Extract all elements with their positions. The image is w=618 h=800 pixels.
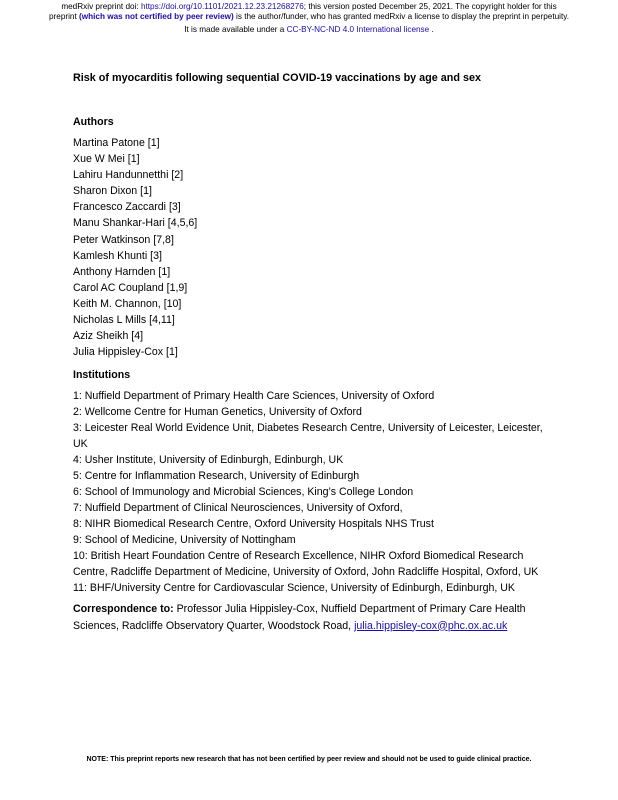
author-item: Xue W Mei [1] <box>73 153 140 166</box>
authors-heading: Authors <box>73 116 114 128</box>
institution-item: 5: Centre for Inflammation Research, University of Edinburgh <box>73 470 360 482</box>
license-prefix: It is made available under a <box>184 25 287 34</box>
institutions-list <box>73 388 543 596</box>
institution-item: 9: School of Medicine, University of Nottingham <box>73 534 296 546</box>
license-suffix: . <box>429 25 434 34</box>
correspondence-address: Professor Julia Hippisley-Cox, Nuffield Department of Primary Care Health Sciences, Radcliffe Observatory Quarter, Woodstock Road, <box>73 603 526 632</box>
institution-item: 1: Nuffield Department of Primary Health Care Sciences, University of Oxford <box>73 390 435 402</box>
header-posted-text: ; this version posted December 25, 2021. The copyright holder for this <box>303 2 557 11</box>
preprint-header <box>0 2 618 21</box>
preprint-footer-note: NOTE: This preprint reports new research that has not been certified by peer review and should not be used to guide clinical practice. <box>86 756 532 763</box>
author-item: Keith M. Channon, [10] <box>73 297 182 310</box>
header-line2-prefix: preprint <box>48 11 80 21</box>
authors-list <box>73 135 197 360</box>
author-item: Aziz Sheikh [4] <box>73 330 144 343</box>
author-item: Sharon Dixon [1] <box>73 185 152 198</box>
author-item: Peter Watkinson [7,8] <box>73 233 174 246</box>
author-item: Lahiru Handunnetthi [2] <box>73 169 184 182</box>
not-peer-reviewed-notice: (which was not certified by peer review) <box>79 11 234 21</box>
institution-item: 2: Wellcome Centre for Human Genetics, University of Oxford <box>73 406 362 418</box>
header-prefix: medRxiv preprint doi: <box>61 2 141 11</box>
author-item: Martina Patone [1] <box>73 137 160 149</box>
institutions-heading: Institutions <box>73 369 131 381</box>
author-item: Francesco Zaccardi [3] <box>73 201 181 214</box>
author-item: Julia Hippisley-Cox [1] <box>73 346 178 359</box>
author-item: Carol AC Coupland [1,9] <box>73 281 188 294</box>
doi-link[interactable]: https://doi.org/10.1101/2021.12.23.21268276 <box>140 2 304 11</box>
license-line <box>0 25 618 35</box>
author-item: Kamlesh Khunti [3] <box>73 249 162 262</box>
header-line2-suffix: is the author/funder, who has granted medRxiv a license to display the preprint in perpetuity. <box>233 11 570 21</box>
correspondence-label: Correspondence to: <box>73 603 174 615</box>
header-line-1 <box>0 2 618 12</box>
institution-item: 4: Usher Institute, University of Edinburgh, Edinburgh, UK <box>73 454 344 466</box>
institution-item: 7: Nuffield Department of Clinical Neurosciences, University of Oxford, <box>73 502 403 514</box>
correspondence <box>73 601 543 634</box>
correspondence-email-link[interactable]: julia.hippisley-cox@phc.ox.ac.uk <box>354 619 508 632</box>
author-item: Manu Shankar-Hari [4,5,6] <box>73 217 198 230</box>
institution-item: 10: British Heart Foundation Centre of Research Excellence, NIHR Oxford Biomedical Research Centre, Radcliffe Department of Medicine, University of Oxford, John Radcliffe Hospital, Oxford, UK <box>73 550 539 578</box>
header-line-2 <box>0 12 618 22</box>
institution-item: 8: NIHR Biomedical Research Centre, Oxford University Hospitals NHS Trust <box>73 518 434 530</box>
author-item: Anthony Harnden [1] <box>73 265 171 278</box>
institution-item: 6: School of Immunology and Microbial Sciences, King’s College London <box>73 486 414 498</box>
institution-item: 3: Leicester Real World Evidence Unit, Diabetes Research Centre, University of Leicester, Leicester, UK <box>73 422 543 450</box>
institution-item: 11: BHF/University Centre for Cardiovascular Science, University of Edinburgh, Edinburgh, UK <box>73 582 515 594</box>
license-link[interactable]: CC-BY-NC-ND 4.0 International license <box>286 25 430 34</box>
paper-title: Risk of myocarditis following sequential COVID-19 vaccinations by age and sex <box>73 72 481 84</box>
author-item: Nicholas L Mills [4,11] <box>73 314 175 327</box>
